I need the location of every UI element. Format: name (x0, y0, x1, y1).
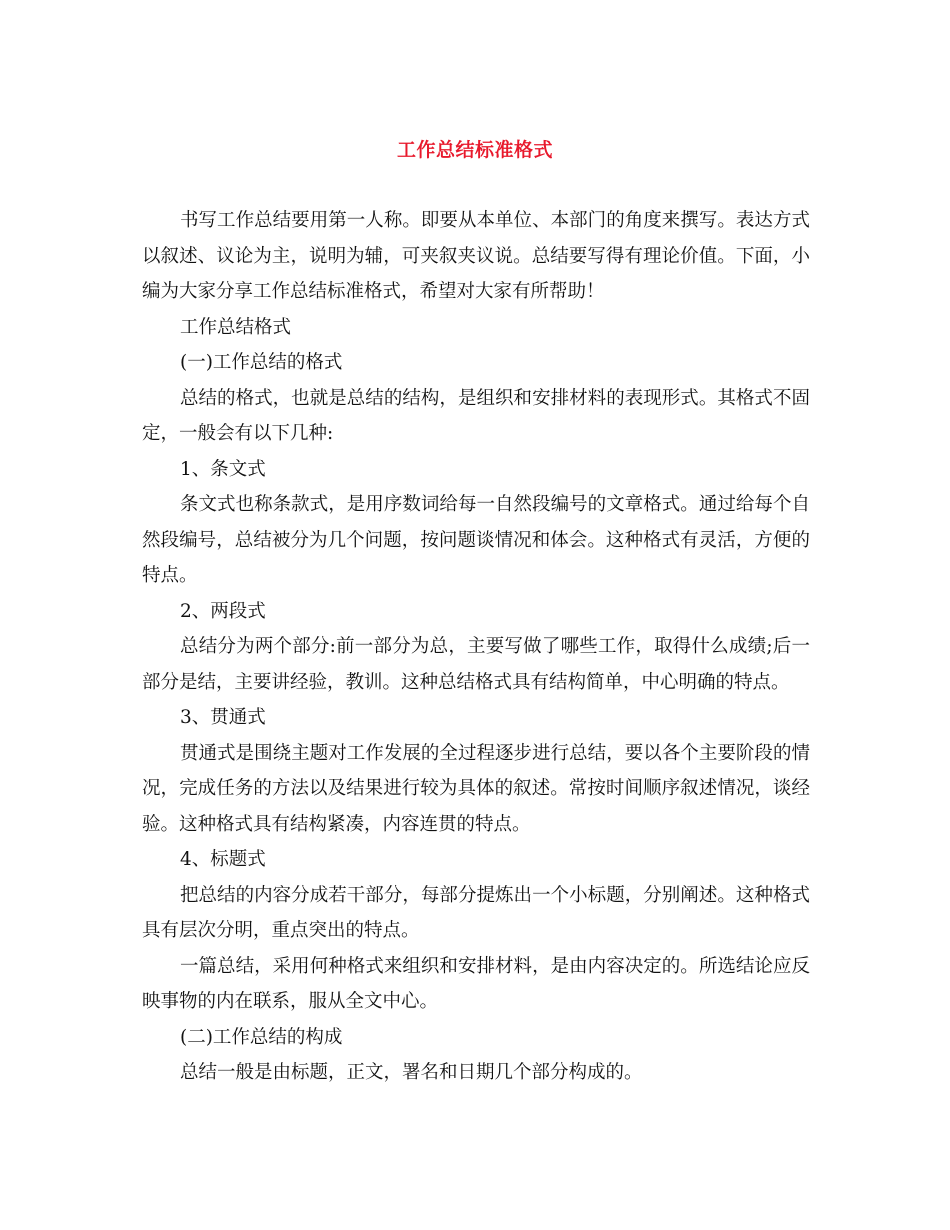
paragraph-item-2: 总结分为两个部分:前一部分为总，主要写做了哪些工作，取得什么成绩;后一部分是结，主要讲经验，教训。这种总结格式具有结构简单，中心明确的特点。 (142, 636, 810, 693)
paragraph-format-desc: 总结的格式，也就是总结的结构，是组织和安排材料的表现形式。其格式不固定，一般会有以下几种: (142, 387, 810, 444)
heading-item-4: 4、标题式 (180, 849, 266, 870)
heading-format: 工作总结格式 (180, 316, 292, 338)
paragraph-intro: 书写工作总结要用第一人称。即要从本单位、本部门的角度来撰写。表达方式以叙述、议论为主，说明为辅，可夹叙夹议说。总结要写得有理论价值。下面，小编为大家分享工作总结标准格式，希望对大家有所帮助！ (142, 210, 810, 302)
heading-item-1: 1、条文式 (180, 458, 266, 480)
paragraph-item-1: 条文式也称条款式，是用序数词给每一自然段编号的文章格式。通过给每个自然段编号，总结被分为几个问题，按问题谈情况和体会。这种格式有灵活，方便的特点。 (142, 494, 810, 586)
heading-item-3: 3、贯通式 (180, 707, 266, 728)
paragraph-item-3: 贯通式是围绕主题对工作发展的全过程逐步进行总结，要以各个主要阶段的情况，完成任务的方法以及结果进行较为具体的叙述。常按时间顺序叙述情况，谈经验。这种格式具有结构紧凑，内容连贯的特点。 (142, 742, 810, 835)
document-body (142, 203, 810, 1091)
heading-section-2: (二)工作总结的构成 (180, 1026, 343, 1048)
paragraph-conclusion: 一篇总结，采用何种格式来组织和安排材料，是由内容决定的。所选结论应反映事物的内在联系，服从全文中心。 (142, 955, 810, 1012)
heading-item-2: 2、两段式 (180, 600, 266, 622)
heading-section-1: (一)工作总结的格式 (180, 352, 343, 373)
paragraph-composition: 总结一般是由标题，正文，署名和日期几个部分构成的。 (180, 1062, 643, 1083)
document-title: 工作总结标准格式 (396, 139, 553, 161)
paragraph-item-4: 把总结的内容分成若干部分，每部分提炼出一个小标题，分别阐述。这种格式具有层次分明，重点突出的特点。 (142, 884, 810, 941)
